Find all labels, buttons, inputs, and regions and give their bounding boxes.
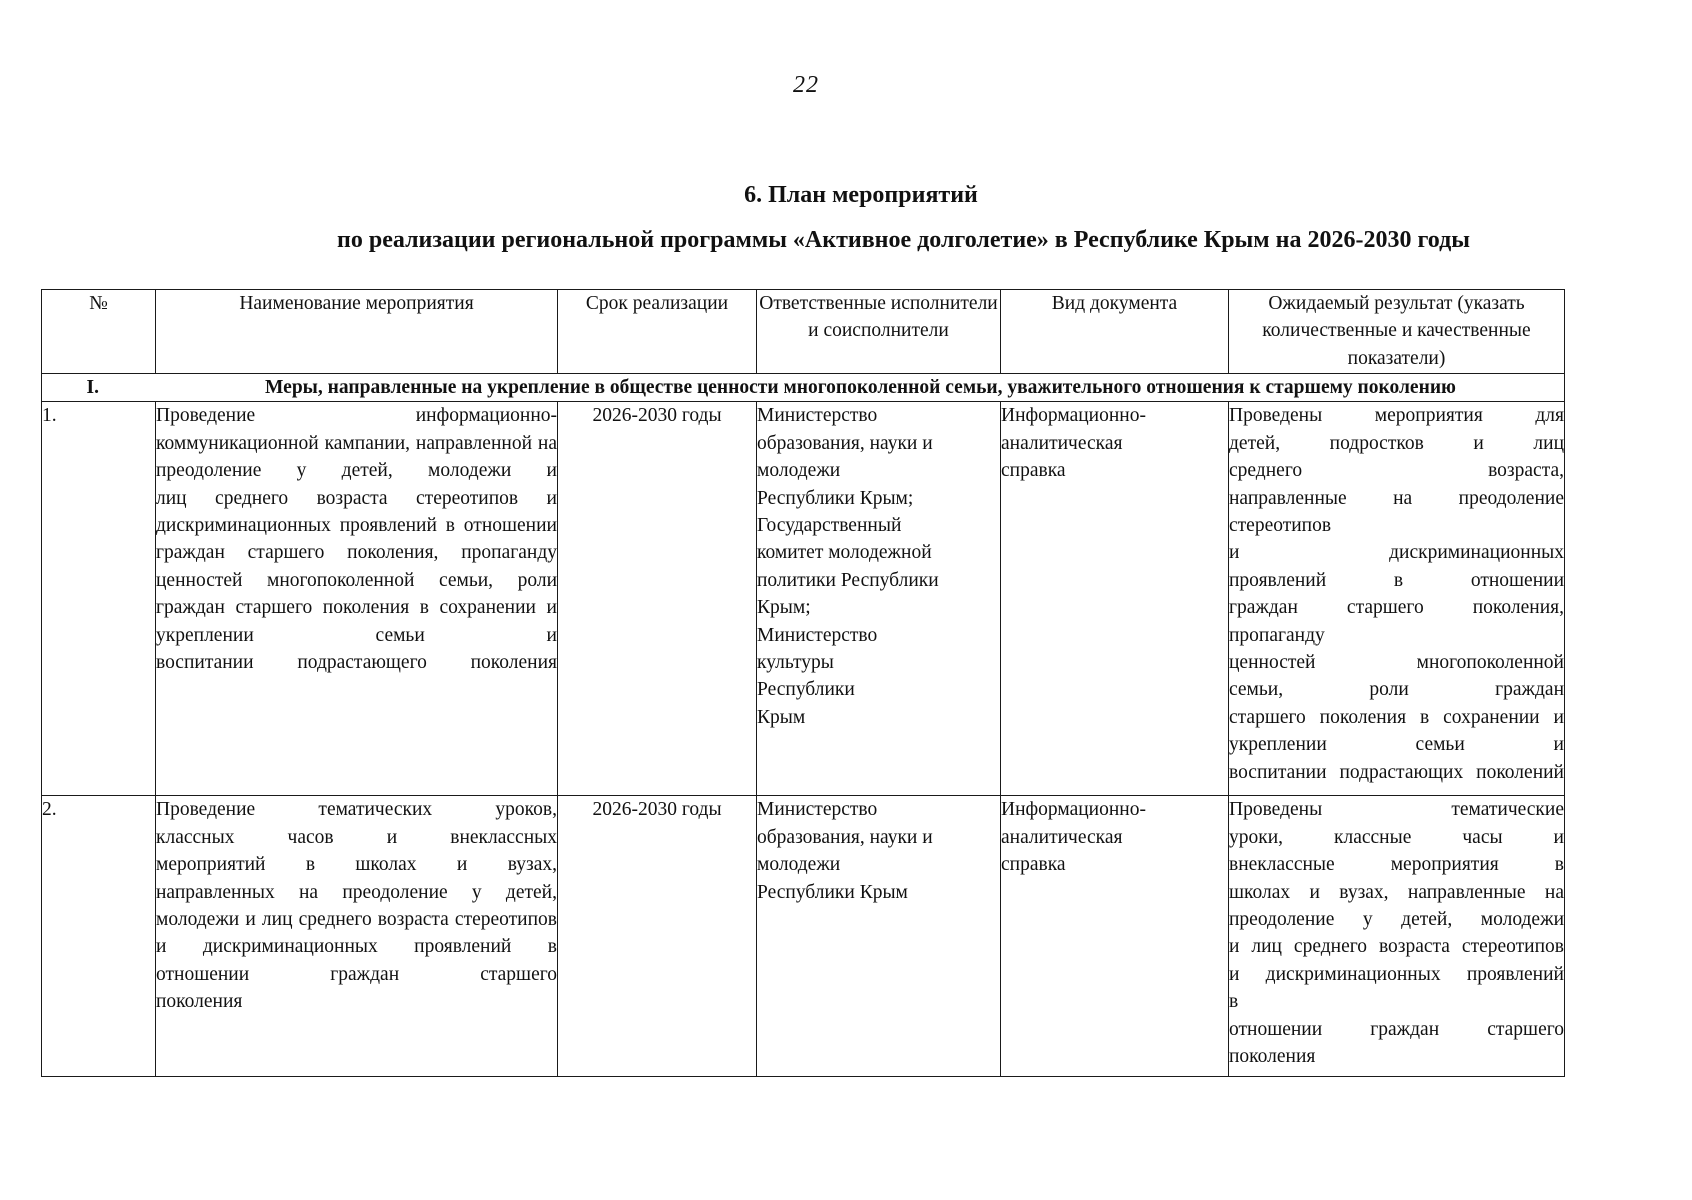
section-title: Меры, направленные на укрепление в обществе ценности многопоколенной семьи, уважительного отношения к старшему поколению bbox=[265, 377, 1456, 398]
section-number: I. bbox=[86, 377, 99, 398]
header-term: Срок реализации bbox=[558, 290, 757, 374]
header-name: Наименование мероприятия bbox=[156, 290, 558, 374]
row-term: 2026-2030 годы bbox=[558, 402, 757, 796]
table-header bbox=[42, 290, 1565, 374]
table-row bbox=[42, 796, 1565, 1077]
row-document-text: Информационно- аналитическая справка bbox=[1001, 405, 1146, 482]
row-result-text: Проведены мероприятия для детей, подростков и лиц среднего возраста, направленные на преодоление стереотипов и дискриминационных проявлений в отношении граждан старшего поколения, пропаганду ценностей многопоколенной семьи, роли граждан старшего поколения в сохранении и укреплении семьи и воспитании подрастающих поколений bbox=[1229, 405, 1564, 783]
row-result bbox=[1229, 796, 1565, 1077]
header-responsible: Ответственные исполнители и соисполнители bbox=[757, 290, 1001, 374]
header-number: № bbox=[42, 290, 156, 374]
row-result bbox=[1229, 402, 1565, 796]
row-number: 1. bbox=[42, 402, 156, 796]
plan-table bbox=[41, 289, 1565, 1077]
row-name bbox=[156, 402, 558, 796]
row-document-text: Информационно- аналитическая справка bbox=[1001, 799, 1146, 876]
page-number: 22 bbox=[793, 72, 819, 98]
section-row bbox=[42, 374, 1565, 402]
row-number: 2. bbox=[42, 796, 156, 1077]
row-term: 2026-2030 годы bbox=[558, 796, 757, 1077]
document-subtitle: по реализации региональной программы «Активное долголетие» в Республике Крым на 2026-2030 годы bbox=[337, 227, 1470, 253]
row-responsible bbox=[757, 796, 1001, 1077]
header-document: Вид документа bbox=[1001, 290, 1229, 374]
row-name-text: Проведение информационно-коммуникационной кампании, направленной на преодоление у детей, молодежи и лиц среднего возраста стереотипов и дискриминационных проявлений в отношении граждан старшего поколения, пропаганду ценностей многопоколенной семьи, роли граждан старшего поколения в сохранении и укреплении семьи и воспитании подрастающего поколения bbox=[156, 405, 557, 674]
row-responsible bbox=[757, 402, 1001, 796]
header-result: Ожидаемый результат (указать количественные и качественные показатели) bbox=[1229, 290, 1565, 374]
row-name-text: Проведение тематических уроков, классных часов и внеклассных мероприятий в школах и вузах, направленных на преодоление у детей, молодежи и лиц среднего возраста стереотипов и дискриминационных проявлений в отношении граждан старшего поколения bbox=[156, 799, 557, 1013]
document-title: 6. План мероприятий bbox=[744, 182, 978, 208]
row-result-text: Проведены тематические уроки, классные часы и внеклассные мероприятия в школах и вузах, направленные на преодоление у детей, молодежи и лиц среднего возраста стереотипов и дискриминационных проявлений в отношении граждан старшего поколения bbox=[1229, 799, 1564, 1068]
row-document bbox=[1001, 402, 1229, 796]
row-document bbox=[1001, 796, 1229, 1077]
row-responsible-text: Министерство образования, науки и молодежи Республики Крым bbox=[757, 799, 933, 903]
table-row bbox=[42, 402, 1565, 796]
row-responsible-text: Министерство образования, науки и молодежи Республики Крым; Государственный комитет молодежной политики Республики Крым; Министерство культуры Республики Крым bbox=[757, 405, 939, 728]
row-name bbox=[156, 796, 558, 1077]
